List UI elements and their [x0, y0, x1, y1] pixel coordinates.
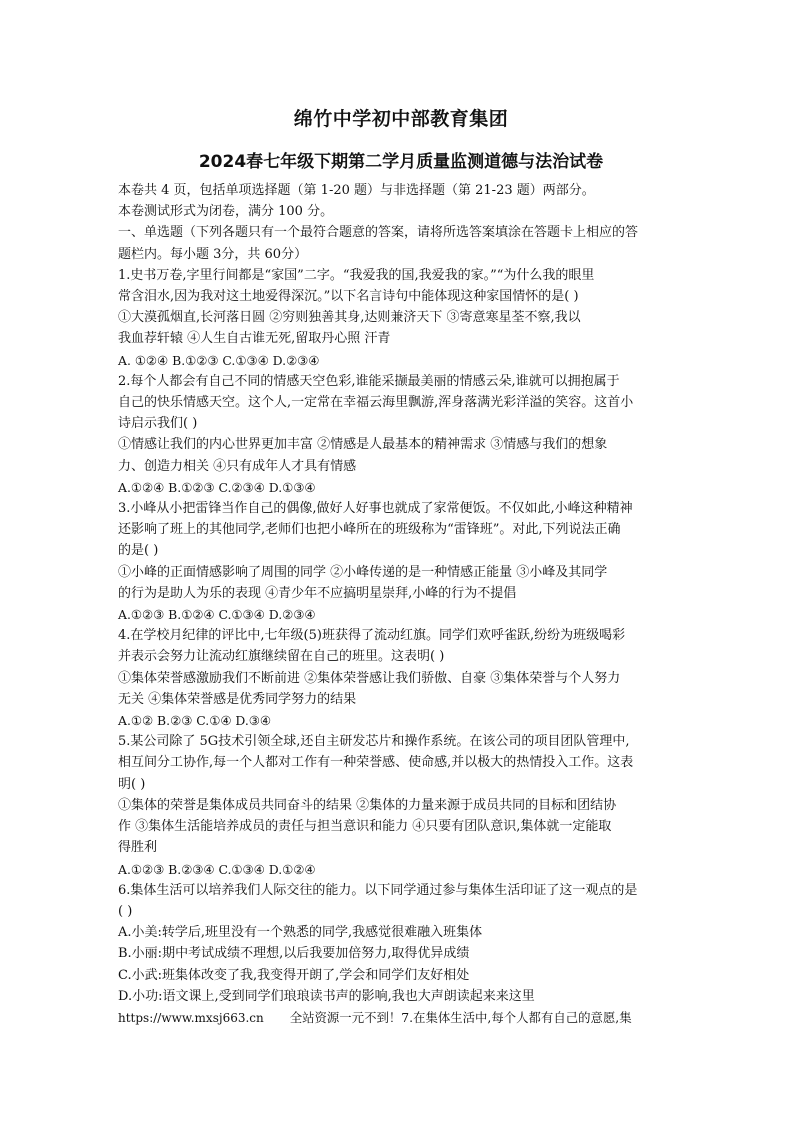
question-line: ①小峰的正面情感影响了周围的同学 ②小峰传递的是一种情感正能量 ③小峰及其同学	[118, 564, 608, 580]
footer-line	[118, 1007, 684, 1029]
exam-title: 2024春七年级下期第二学月质量监测道德与法治试卷	[198, 152, 604, 172]
answer-options: A. ①②④ B.①②③ C.①③④ D.②③④	[118, 352, 320, 368]
question-line: 并表示会努力让流动红旗继续留在自己的班里。这表明( )	[118, 649, 445, 665]
question-line: 自己的快乐情感天空。这个人,一定常在幸福云海里飘游,浑身落满光彩洋溢的笑容。这首小	[118, 395, 634, 411]
question-5	[118, 731, 684, 879]
answer-option: A.小美:转学后,班里没有一个熟悉的同学,我感觉很难融入班集体	[118, 925, 483, 941]
question-line: 相互间分工协作,每一个人都对工作有一种荣誉感、使命感,并以极大的热情投入工作。这表	[118, 755, 634, 771]
question-line: 5.某公司除了 5G技术引领全球,还自主研发芯片和操作系统。在该公司的项目团队管理中,	[118, 734, 630, 750]
question-line: 6.集体生活可以培养我们人际交往的能力。以下同学通过参与集体生活印证了这一观点的是	[118, 882, 638, 898]
question-line: 得胜利	[118, 840, 158, 856]
answer-options: A.①②④ B.①②③ C.②③④ D.①③④	[118, 479, 316, 495]
section-one-heading	[118, 222, 684, 264]
question-line: ①大漠孤烟直,长河落日圆 ②穷则独善其身,达则兼济天下 ③寄意寒星荃不察,我以	[118, 310, 581, 326]
question-1	[118, 265, 684, 371]
question-line: ①情感让我们的内心世界更加丰富 ②情感是人最基本的精神需求 ③情感与我们的想象	[118, 437, 608, 453]
question-line: 还影响了班上的其他同学,老师们也把小峰所在的班级称为“雷锋班”。对此,下列说法正确	[118, 522, 621, 538]
question-line: 我血荐轩辕 ④人生自古谁无死,留取丹心照 汗青	[118, 331, 391, 347]
question-line: 的是( )	[118, 543, 159, 559]
question-line: 常含泪水,因为我对这土地爱得深沉。”以下名言诗句中能体现这种家国情怀的是( )	[118, 289, 579, 305]
section-heading-line: 一、单选题（下列各题只有一个最符合题意的答案，请将所选答案填涂在答题卡上相应的答	[118, 225, 639, 241]
question-6	[118, 880, 684, 1007]
exam-page	[118, 92, 684, 1029]
answer-option: D.小功:语文课上,受到同学们琅琅读书声的影响,我也大声朗读起来来这里	[118, 988, 535, 1004]
question-line: 3.小峰从小把雷锋当作自己的偶像,做好人好事也就成了家常便饭。不仅如此,小峰这种精神	[118, 501, 633, 517]
intro-line: 本卷测试形式为闭卷，满分 100 分。	[118, 204, 334, 220]
question-line: 无关 ④集体荣誉感是优秀同学努力的结果	[118, 691, 357, 707]
question-line: ①集体的荣誉是集体成员共同奋斗的结果 ②集体的力量来源于成员共同的目标和团结协	[118, 797, 617, 813]
answer-option: C.小武:班集体改变了我,我变得开朗了,学会和同学们友好相处	[118, 967, 470, 983]
question-line: 力、创造力相关 ④只有成年人才具有情感	[118, 458, 357, 474]
answer-option: B.小丽:期中考试成绩不理想,以后我要加倍努力,取得优异成绩	[118, 946, 470, 962]
question-line: 1.史书万卷,字里行间都是“家国”二字。“我爱我的国,我爱我的家。”“为什么我的眼里	[118, 267, 595, 283]
question-line: 的行为是助人为乐的表现 ④青少年不应搞明星崇拜,小峰的行为不提倡	[118, 585, 517, 601]
question-line: ( )	[118, 903, 133, 919]
answer-options: A.①② B.②③ C.①④ D.③④	[118, 713, 272, 729]
question-line: 作 ③集体生活能培养成员的责任与担当意识和能力 ④只要有团队意识,集体就一定能取	[118, 819, 612, 835]
footer-text: 全站资源一元不到！7.在集体生活中,每个人都有自己的意愿,集	[289, 1009, 632, 1025]
intro-block	[118, 180, 684, 222]
question-line: 诗启示我们( )	[118, 416, 198, 432]
question-line: ①集体荣誉感激励我们不断前进 ②集体荣誉感让我们骄傲、自豪 ③集体荣誉与个人努力	[118, 670, 621, 686]
answer-options: A.①②③ B.①②④ C.①③④ D.②③④	[118, 607, 316, 623]
intro-line: 本卷共 4 页，包括单项选择题（第 1-20 题）与非选择题（第 21-23 题）两部分。	[118, 183, 595, 198]
question-line: 4.在学校月纪律的评比中,七年级(5)班获得了流动红旗。同学们欢呼雀跃,纷纷为班级喝彩	[118, 628, 626, 644]
question-line: 明( )	[118, 776, 146, 792]
school-title: 绵竹中学初中部教育集团	[293, 108, 509, 130]
question-3	[118, 498, 684, 625]
question-2	[118, 371, 684, 498]
answer-options: A.①②③ B.②③④ C.①③④ D.①②④	[118, 861, 316, 877]
website-link[interactable]: https://www.mxsj663.cn	[118, 1010, 264, 1025]
question-4	[118, 625, 684, 731]
section-heading-line: 题栏内。每小题 3分，共 60分）	[118, 246, 308, 262]
question-line: 2.每个人都会有自己不同的情感天空色彩,谁能采撷最美丽的情感云朵,谁就可以拥抱属于	[118, 373, 620, 389]
